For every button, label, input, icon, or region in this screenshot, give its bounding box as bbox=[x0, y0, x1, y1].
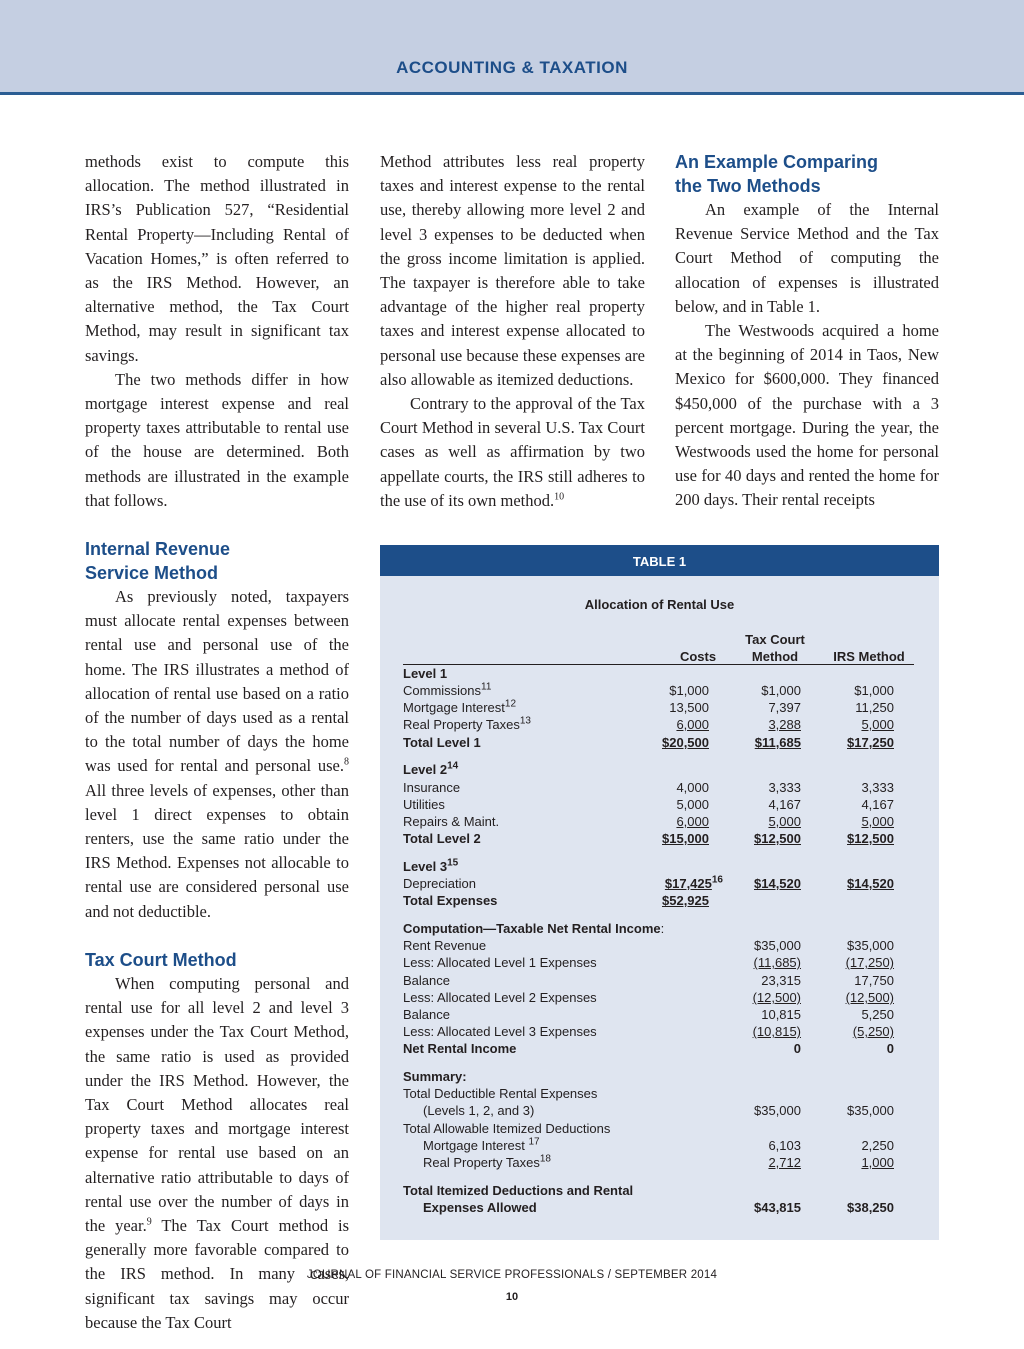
paragraph: methods exist to compute this allocation. The method illustrated in IRS’s Publication 527, “Residential Rental Property—Including Rental of Vacation Homes,” is often referred to as the IRS Method. However, an alternative method, the Tax Court Method, may result in significant tax savings. bbox=[85, 152, 349, 365]
table-row: Insurance 4,000 3,333 3,333 bbox=[403, 780, 894, 795]
table-row: Mortgage Interest$^{12}$ 13,500 7,397 11,250 bbox=[403, 698, 894, 715]
column-3 bbox=[675, 150, 939, 513]
table-row: Level $3^{15}$ bbox=[403, 857, 459, 874]
footnote-ref: 8 bbox=[344, 756, 349, 768]
table-row: Repairs & Maint. 6,000 5,000 5,000 bbox=[403, 814, 894, 829]
table-row: Summary: bbox=[403, 1069, 467, 1084]
paragraph: As previously noted, taxpayers must allocate rental expenses between rental use and personal use of the home. The IRS illustrates a method of allocation of rental use based on a ratio of the number of days used as a rental to the total number of days the home was used for rental and personal use.$^8$ All three levels of expenses, other than level 1 direct expenses to obtain renters, use the same ratio under the IRS Method. Expenses not allocable to rental use are considered personal use and not deductible. bbox=[85, 587, 349, 921]
col-header-taxcourt: Tax Court Method bbox=[745, 632, 805, 664]
table-row: Computation—Taxable Net Rental Income: bbox=[403, 921, 665, 936]
column-1 bbox=[85, 150, 349, 1335]
table-row: Real Property Taxes$^{18}$ 2,712 1,000 bbox=[423, 1153, 894, 1170]
table-row: Level 1 bbox=[403, 666, 448, 681]
column-2 bbox=[380, 150, 645, 513]
paragraph: When computing personal and rental use for all level 2 and level 3 expenses under the Tax Court Method, the same ratio is used as provided under the IRS Method. However, the Tax Court Method allocates real property taxes and mortgage interest expense for rental use based on an alternative ratio attributable to days of rental use over the number of days in the year.$^9$ The Tax Court method is generally more favorable compared to the IRS method. In many cases, significant tax savings may occur because the Tax Court bbox=[85, 973, 350, 1332]
table-row: Total Itemized Deductions and Rental bbox=[403, 1183, 634, 1198]
table-title: Allocation of Rental Use bbox=[584, 597, 735, 612]
table-row: Balance 10,815 5,250 bbox=[403, 1007, 894, 1022]
table-row: Net Rental Income 0 0 bbox=[403, 1041, 894, 1056]
table-row: (Levels 1, 2, and 3) $35,000 $35,000 bbox=[423, 1103, 894, 1118]
footnote-ref: 10 bbox=[554, 491, 565, 503]
table-row: Less: Allocated Level 2 Expenses (12,500) (12,500) bbox=[403, 990, 894, 1005]
table-1 bbox=[380, 545, 939, 1240]
table-row: Balance 23,315 17,750 bbox=[403, 973, 894, 988]
header-band bbox=[0, 0, 1024, 95]
table-row: Expenses Allowed $43,815 $38,250 bbox=[423, 1200, 894, 1215]
heading-example: An Example Comparing the Two Methods bbox=[675, 152, 879, 196]
paragraph: Contrary to the approval of the Tax Court Method in several U.S. Tax Court cases as well as affirmation by two appellate courts, the IRS still adheres to the use of its own method.$^{10}$ bbox=[380, 394, 645, 510]
table-label: TABLE 1 bbox=[380, 545, 939, 576]
heading-irs-method: Internal Revenue Service Method bbox=[85, 539, 231, 584]
table-row: Total Level 2 $15,000 $12,500 $12,500 bbox=[403, 831, 894, 846]
journal-footer: JOURNAL OF FINANCIAL SERVICE PROFESSIONALS / SEPTEMBER 2014 bbox=[306, 1269, 718, 1281]
table-row: Mortgage Interest $^{17}$ 6,103 2,250 bbox=[423, 1136, 894, 1153]
col-header-irs: IRS Method bbox=[833, 649, 905, 664]
heading-tax-court-method: Tax Court Method bbox=[85, 949, 237, 970]
section-title: ACCOUNTING & TAXATION bbox=[396, 58, 628, 77]
table-row: Rent Revenue $35,000 $35,000 bbox=[403, 938, 894, 953]
col-header-costs: Costs bbox=[679, 649, 717, 664]
footnote-ref: 9 bbox=[146, 1216, 152, 1228]
table-row: Level $2^{14}$ bbox=[403, 760, 459, 777]
table-row: Total Deductible Rental Expenses bbox=[403, 1086, 598, 1101]
paragraph: The Westwoods acquired a home at the beginning of 2014 in Taos, New Mexico for $600,000. They financed $450,000 of the purchase with a 3 percent mortgage. During the year, the Westwoods used the home for personal use for 40 days and rented the home for 200 days. Their rental receipts bbox=[675, 321, 939, 510]
table-row: Total Level 1 $20,500 $11,685 $17,250 bbox=[403, 735, 894, 750]
table-row: Total Expenses $52,925 bbox=[403, 893, 709, 908]
table-row: Utilities 5,000 4,167 4,167 bbox=[403, 797, 894, 812]
table-row: Total Allowable Itemized Deductions bbox=[403, 1121, 611, 1136]
table-row: Less: Allocated Level 3 Expenses (10,815) (5,250) bbox=[403, 1024, 894, 1039]
table-row: Depreciation $17,425$^{16}$ $14,520 $14,520 bbox=[403, 874, 894, 891]
paragraph: Method attributes less real property taxes and interest expense to the rental use, thereby allowing more level 2 and level 3 expenses to be deducted when the gross income limitation is applied. The taxpayer is therefore able to take advantage of the higher real property taxes and interest expense allocated to personal use because these expenses are also allowable as itemized deductions. bbox=[380, 152, 645, 389]
page-number: 10 bbox=[505, 1291, 519, 1303]
table-row: Less: Allocated Level 1 Expenses (11,685) (17,250) bbox=[403, 955, 894, 970]
table-row: Commissions$^{11}$ $1,000 $1,000 $1,000 bbox=[403, 681, 894, 698]
paragraph: An example of the Internal Revenue Service Method and the Tax Court Method of computing the allocation of expenses is illustrated below, and in Table 1. bbox=[675, 200, 939, 316]
table-row: Real Property Taxes$^{13}$ 6,000 3,288 5,000 bbox=[403, 715, 894, 732]
paragraph: The two methods differ in how mortgage interest expense and real property taxes attributable to rental use of the house are determined. Both methods are illustrated in the example that follows. bbox=[85, 369, 349, 510]
